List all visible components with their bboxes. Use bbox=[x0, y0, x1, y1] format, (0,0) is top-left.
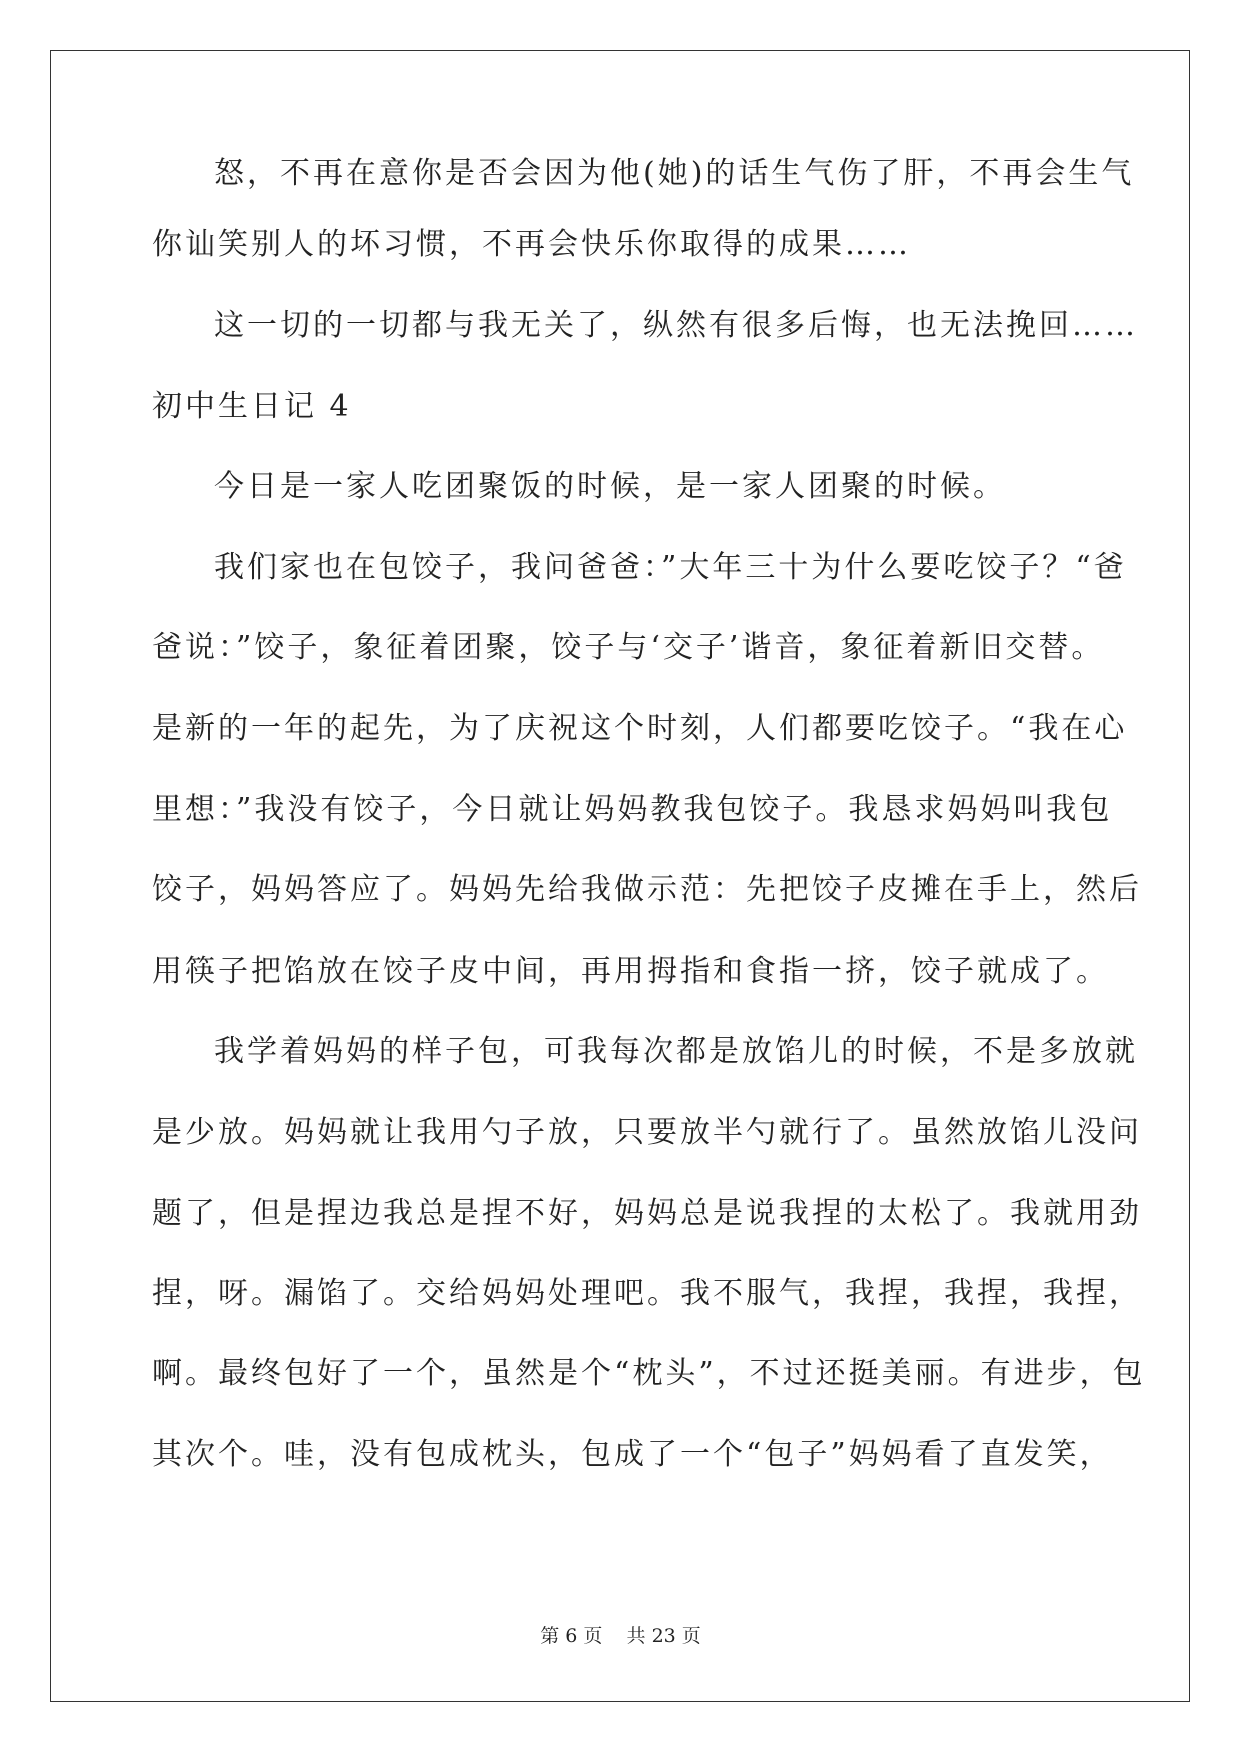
text-line: 是少放。妈妈就让我用勺子放，只要放半勺就行了。虽然放馅儿没问 bbox=[152, 1115, 1142, 1150]
text-line: 今日是一家人吃团聚饭的时候，是一家人团聚的时候。 bbox=[214, 469, 1006, 504]
text-line: 这一切的一切都与我无关了，纵然有很多后悔，也无法挽回…… bbox=[214, 308, 1138, 343]
text-line: 题了，但是捏边我总是捏不好，妈妈总是说我捏的太松了。我就用劲 bbox=[152, 1196, 1142, 1231]
text-line: 是新的一年的起先，为了庆祝这个时刻，人们都要吃饺子。“我在心 bbox=[152, 711, 1128, 746]
text-line: 爸说：”饺子，象征着团聚，饺子与‘交子’谐音，象征着新旧交替。 bbox=[152, 630, 1105, 665]
text-line: 我学着妈妈的样子包，可我每次都是放馅儿的时候，不是多放就 bbox=[214, 1034, 1138, 1069]
text-line: 你讪笑别人的坏习惯，不再会快乐你取得的成果…… bbox=[152, 227, 911, 262]
text-line: 啊。最终包好了一个，虽然是个“枕头”，不过还挺美丽。有进步，包 bbox=[152, 1356, 1146, 1391]
page-number: 第 6 页 共 23 页 bbox=[540, 1625, 701, 1647]
text-line: 怒，不再在意你是否会因为他(她)的话生气伤了肝，不再会生气 bbox=[214, 156, 1135, 191]
text-line: 饺子，妈妈答应了。妈妈先给我做示范：先把饺子皮摊在手上，然后 bbox=[152, 872, 1142, 907]
text-line: 用筷子把馅放在饺子皮中间，再用拇指和食指一挤，饺子就成了。 bbox=[152, 954, 1109, 989]
text-line: 里想：”我没有饺子，今日就让妈妈教我包饺子。我恳求妈妈叫我包 bbox=[152, 792, 1113, 827]
section-heading: 初中生日记 4 bbox=[152, 389, 352, 424]
text-line: 其次个。哇，没有包成枕头，包成了一个“包子”妈妈看了直发笑， bbox=[152, 1437, 1113, 1472]
text-line: 捏，呀。漏馅了。交给妈妈处理吧。我不服气，我捏，我捏，我捏， bbox=[152, 1276, 1142, 1311]
text-line: 我们家也在包饺子，我问爸爸：”大年三十为什么要吃饺子？“爸 bbox=[214, 550, 1127, 585]
